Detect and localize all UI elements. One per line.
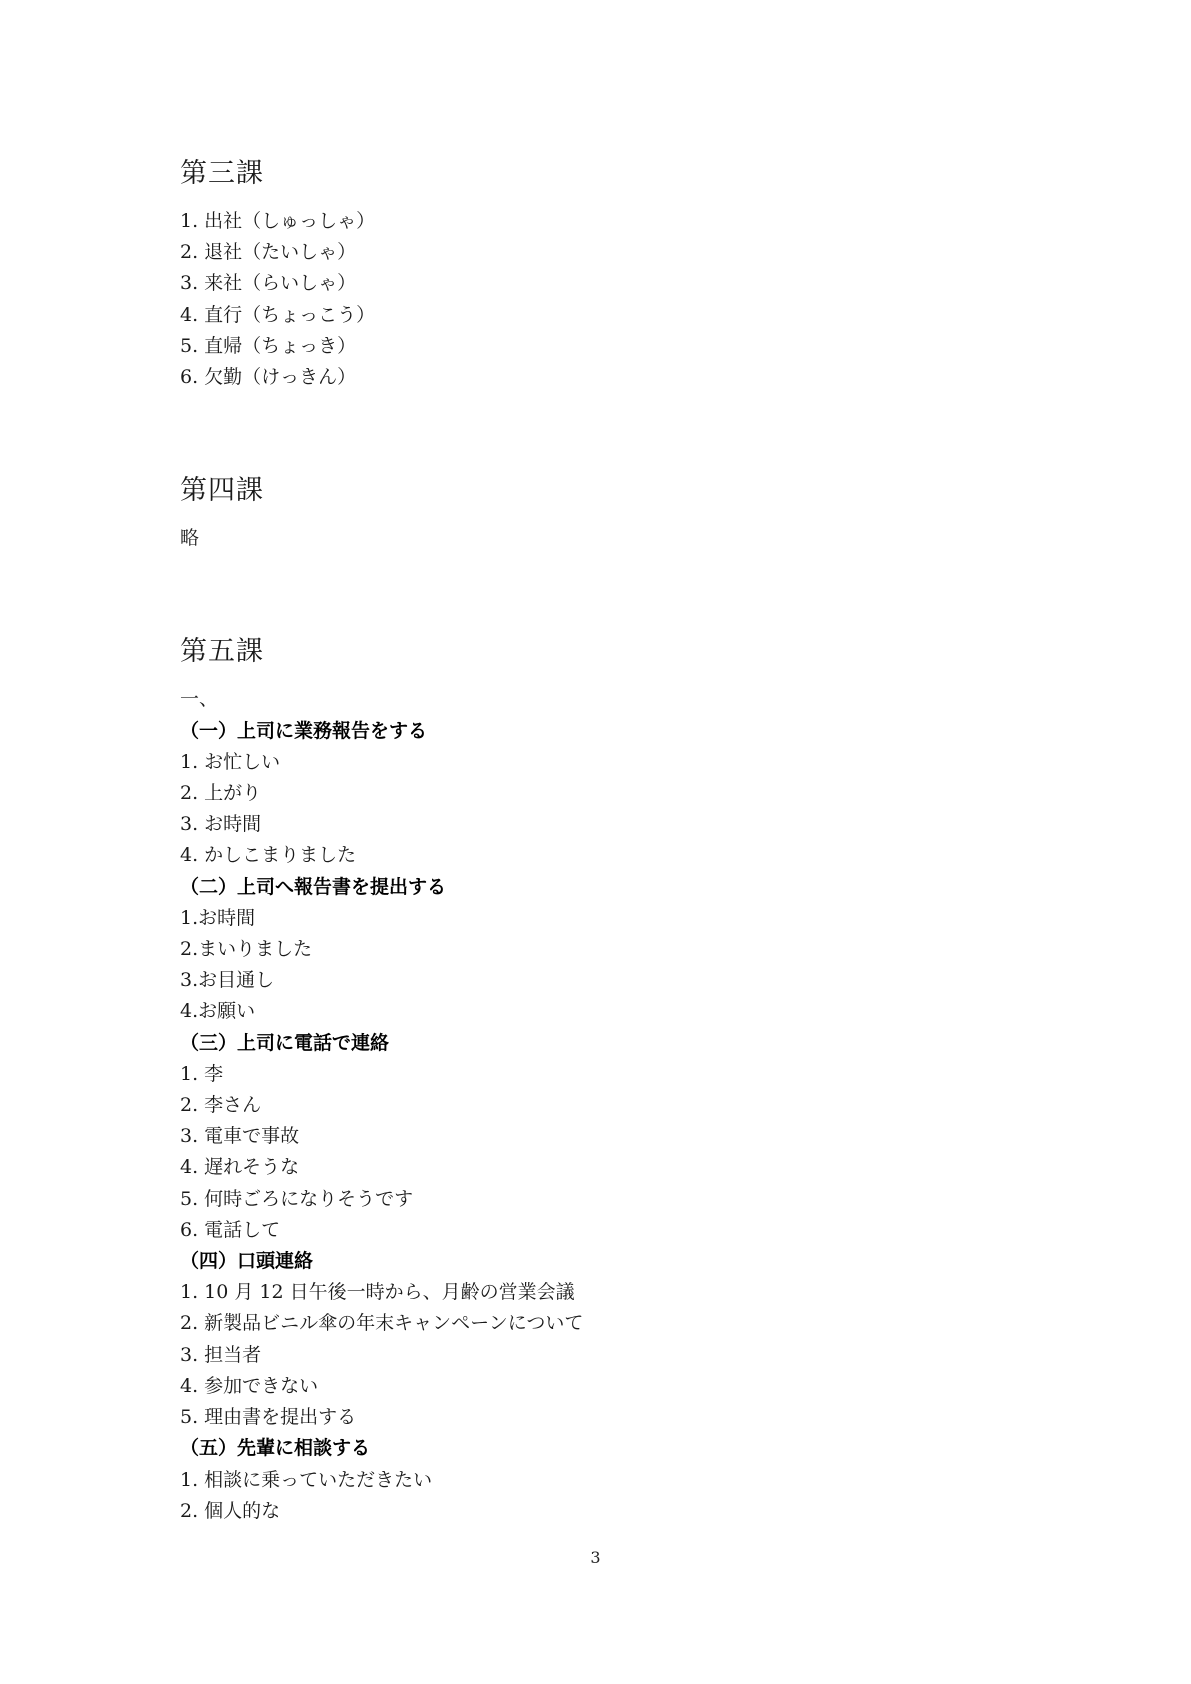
lesson-4-title: 第四課: [180, 475, 264, 507]
lesson-3-list: [180, 206, 1040, 393]
list-item: 1. 10 月 12 日午後一時から、月齢の営業会議: [180, 1281, 575, 1304]
section-heading: （一）上司に業務報告をする: [180, 719, 428, 742]
lesson-4-body: 略: [180, 527, 200, 550]
list-item: 3. 担当者: [180, 1343, 262, 1366]
section-5: [180, 1433, 1040, 1527]
list-item: 2. 上がり: [180, 782, 262, 805]
list-item: 4. 参加できない: [180, 1374, 319, 1397]
section-heading: （二）上司へ報告書を提出する: [180, 875, 447, 898]
list-item: 1. お忙しい: [180, 750, 281, 773]
section-4: [180, 1246, 1040, 1433]
part-label: 一、: [180, 688, 219, 711]
list-item: 3. お時間: [180, 813, 262, 836]
section-heading: （五）先輩に相談する: [180, 1437, 371, 1460]
list-item: 1. 相談に乗っていただきたい: [180, 1468, 433, 1491]
list-item: 2. 新製品ビニル傘の年末キャンペーンについて: [180, 1312, 584, 1335]
list-item: 6. 欠勤（けっきん）: [180, 366, 357, 389]
section-heading: （四）口頭連絡: [180, 1250, 314, 1273]
list-item: 4. 遅れそうな: [180, 1156, 300, 1179]
list-item: 2.まいりました: [180, 938, 313, 961]
page-number: 3: [590, 1548, 601, 1567]
list-item: 6. 電話して: [180, 1218, 281, 1241]
list-item: 1. 出社（しゅっしゃ）: [180, 210, 376, 232]
list-item: 3.お目通し: [180, 969, 275, 992]
list-item: 2. 退社（たいしゃ）: [180, 241, 357, 264]
list-item: 1.お時間: [180, 906, 256, 929]
lesson-5-title: 第五課: [180, 636, 264, 668]
section-2: [180, 872, 1040, 1028]
list-item: 5. 直帰（ちょっき）: [180, 334, 357, 357]
list-item: 4. 直行（ちょっこう）: [180, 303, 376, 326]
section-3: [180, 1028, 1040, 1246]
list-item: 4.お願い: [180, 1000, 256, 1023]
list-item: 2. 李さん: [180, 1094, 262, 1117]
list-item: 1. 李: [180, 1062, 224, 1085]
section-heading: （三）上司に電話で連絡: [180, 1031, 390, 1054]
lesson-3-title: 第三課: [180, 158, 264, 189]
list-item: 5. 何時ごろになりそうです: [180, 1187, 414, 1210]
list-item: 2. 個人的な: [180, 1499, 281, 1522]
list-item: 5. 理由書を提出する: [180, 1406, 357, 1429]
page-content: [180, 156, 1040, 1527]
section-1: [180, 716, 1040, 872]
list-item: 3. 電車で事故: [180, 1125, 300, 1148]
list-item: 4. かしこまりました: [180, 844, 357, 867]
list-item: 3. 来社（らいしゃ）: [180, 272, 357, 295]
